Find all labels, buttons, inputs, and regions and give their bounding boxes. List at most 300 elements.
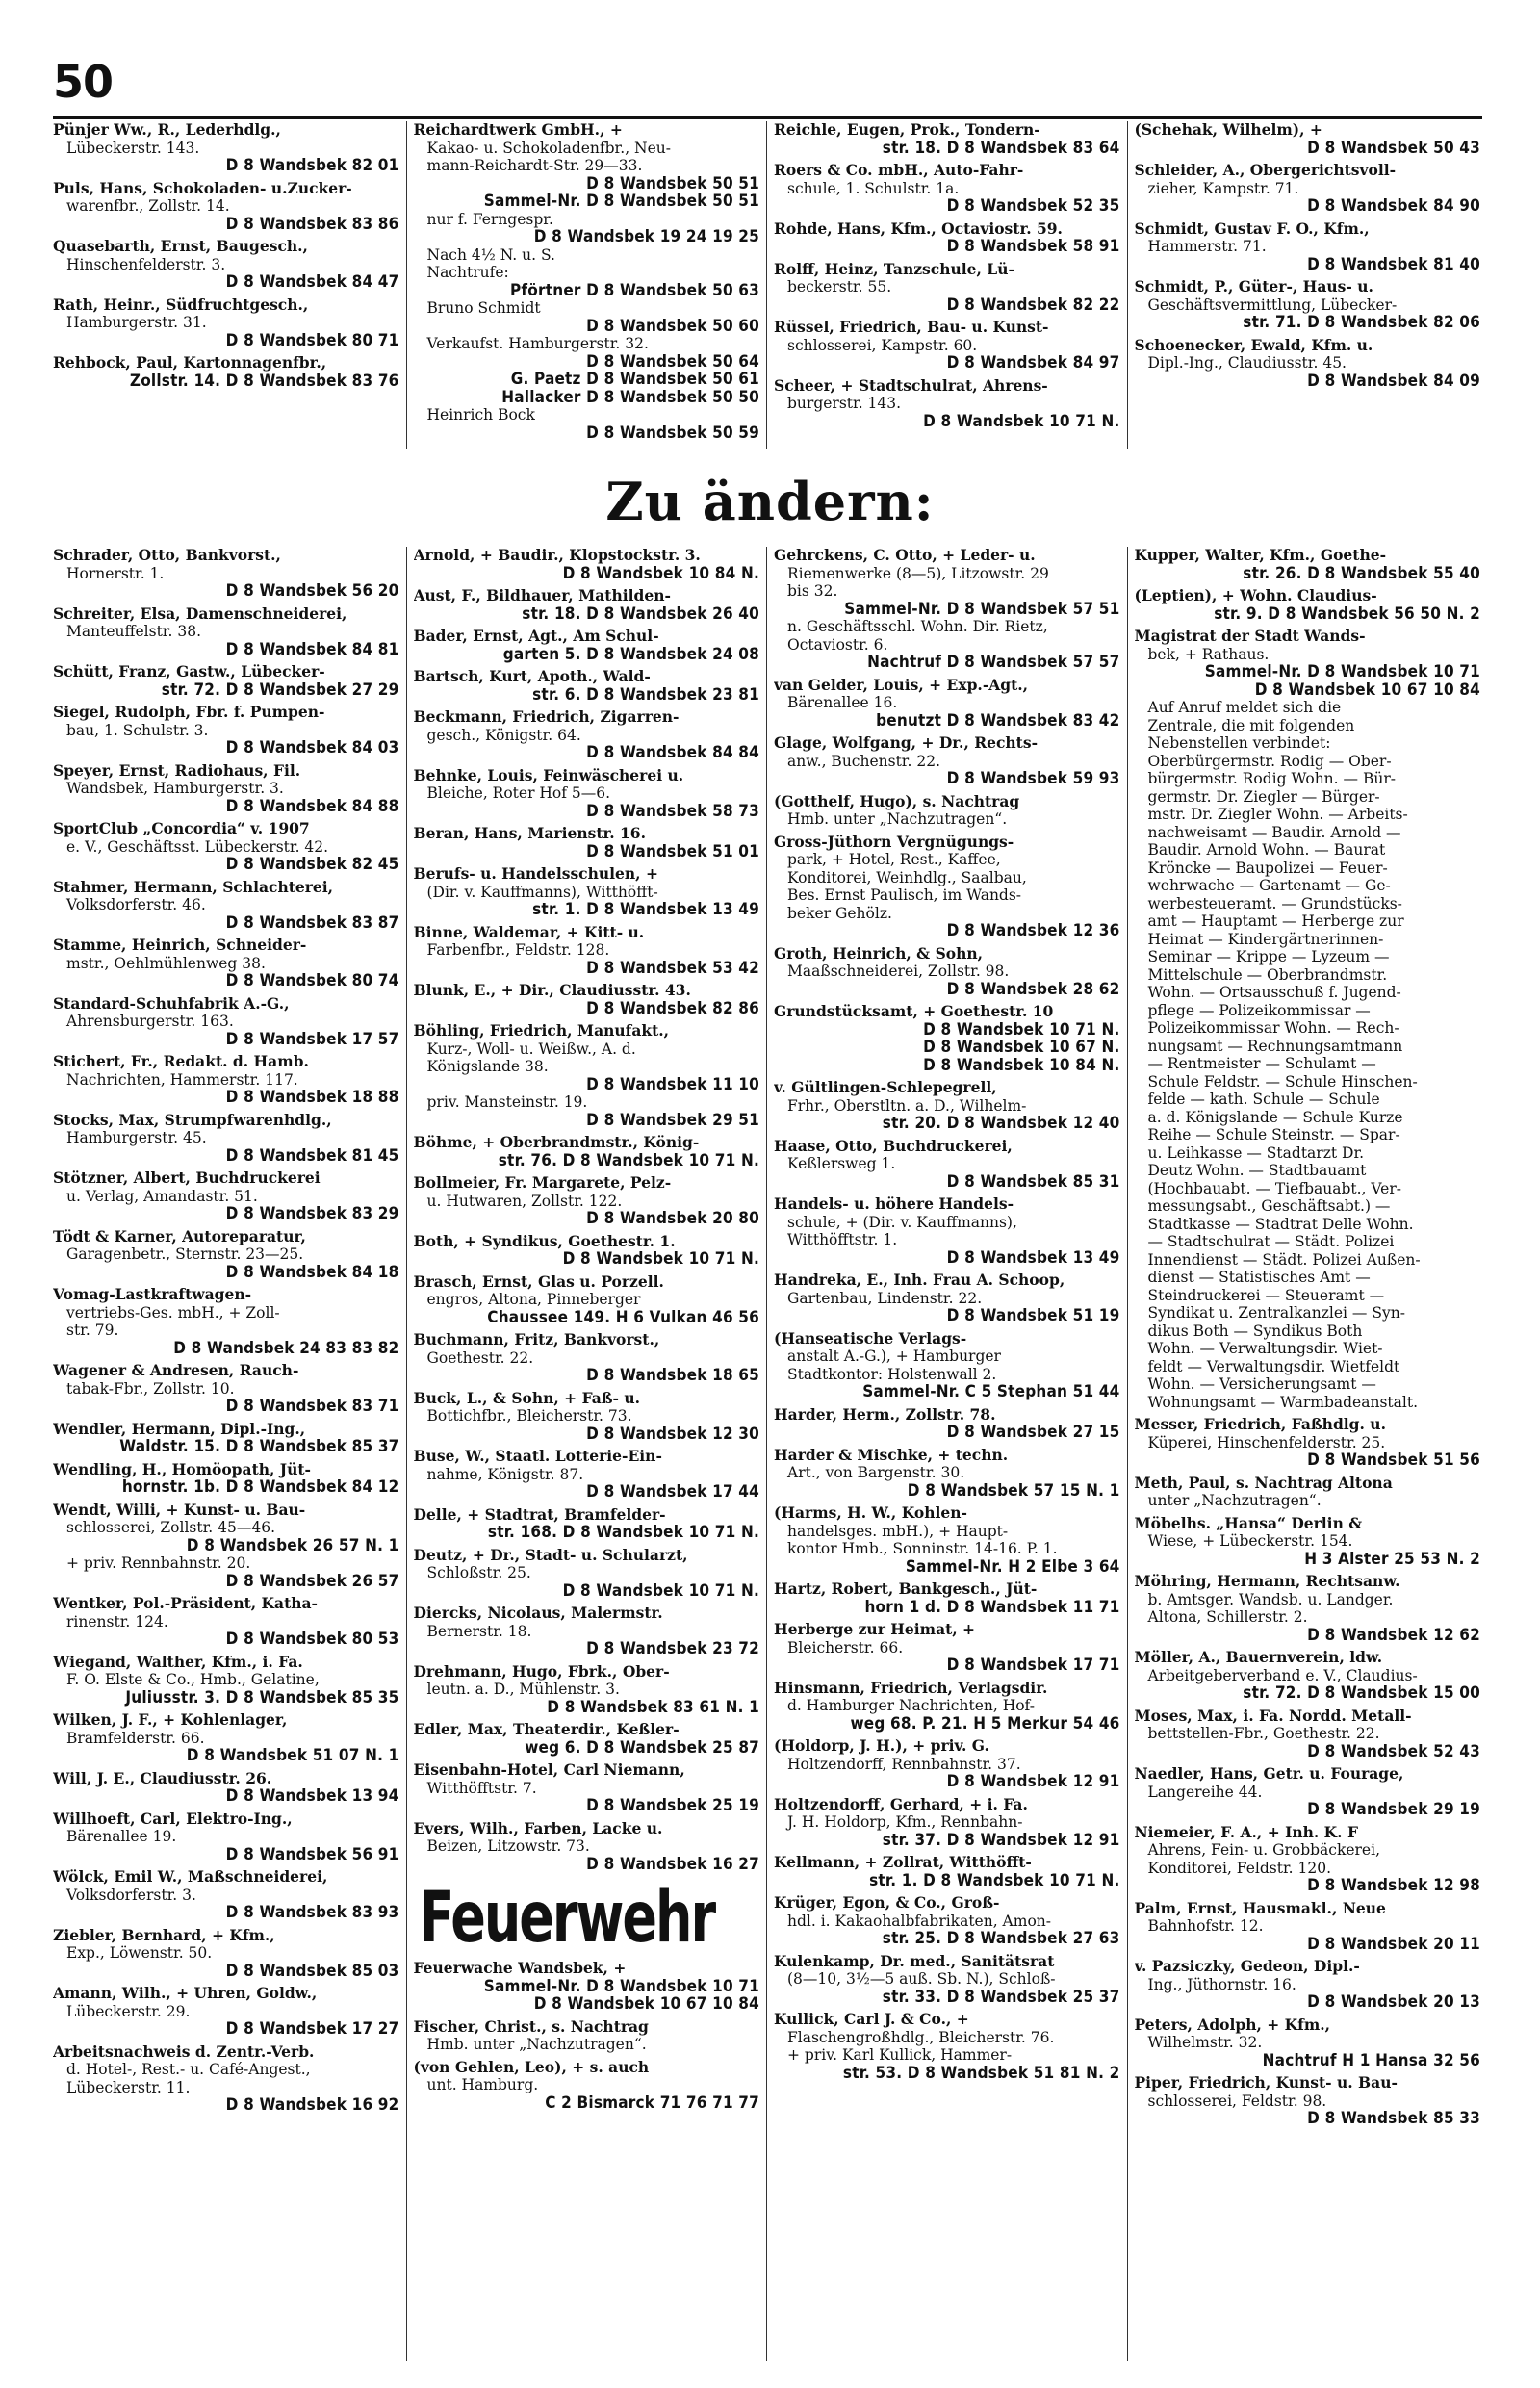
entry-name: Puls, Hans, Schokoladen- u.Zucker- <box>53 179 352 197</box>
entry-name: Speyer, Ernst, Radiohaus, Fil. <box>53 761 301 780</box>
entry-detail: Hinschenfelderstr. 3. <box>66 255 226 273</box>
entry-name: Moses, Max, i. Fa. Nordd. Metall- <box>1134 1707 1412 1725</box>
changes-column-2 <box>406 547 767 2361</box>
entry-phone: D 8 Wandsbek 85 33 <box>1307 2110 1480 2128</box>
entry-phone: Hallacker D 8 Wandsbek 50 50 <box>501 388 759 406</box>
entry-detail: (Hochbauabt. — Tiefbauabt., Ver- <box>1147 1179 1401 1197</box>
directory-entry <box>53 1502 399 1591</box>
entry-phone: D 8 Wandsbek 51 01 <box>586 842 759 860</box>
entry-phone: D 8 Wandsbek 29 51 <box>586 1111 759 1129</box>
entry-detail: mstr., Oehlmühlenweg 38. <box>66 954 266 972</box>
entry-detail: Wohn. — Verwaltungsdir. Wiet- <box>1147 1340 1383 1357</box>
entry-phone: str. 37. D 8 Wandsbek 12 91 <box>882 1831 1120 1849</box>
entry-detail: Bärenallee 16. <box>787 694 898 711</box>
directory-entry <box>1135 1958 1481 2012</box>
entry-detail: warenfbr., Zollstr. 14. <box>66 197 230 215</box>
entry-detail: Konditorei, Feldstr. 120. <box>1147 1859 1332 1877</box>
entry-name: Drehmann, Hugo, Fbrk., Ober- <box>413 1662 670 1681</box>
entry-phone: D 8 Wandsbek 27 15 <box>946 1424 1120 1442</box>
entry-name: Stahmer, Hermann, Schlachterei, <box>53 878 334 896</box>
directory-entry <box>53 354 399 390</box>
entry-detail: Oberbürgermstr. Rodig — Ober- <box>1147 752 1392 770</box>
entry-phone: benutzt D 8 Wandsbek 83 42 <box>876 711 1120 730</box>
entry-detail: werbesteueramt. — Grundstücks- <box>1147 894 1402 912</box>
entry-phone: D 8 Wandsbek 52 35 <box>946 197 1120 216</box>
entry-detail: mann-Reichardt-Str. 29—33. <box>426 157 643 174</box>
entry-phone: Juliusstr. 3. D 8 Wandsbek 85 35 <box>125 1688 399 1707</box>
entry-phone: str. 26. D 8 Wandsbek 55 40 <box>1243 564 1480 582</box>
entry-detail: leutn. a. D., Mühlenstr. 3. <box>426 1681 620 1698</box>
entry-detail: Wiese, + Lübeckerstr. 154. <box>1147 1532 1353 1550</box>
entry-detail: str. 79. <box>66 1322 119 1339</box>
entry-name: Beran, Hans, Marienstr. 16. <box>413 825 646 842</box>
directory-entry <box>774 319 1120 372</box>
directory-entry <box>1135 121 1481 157</box>
entry-detail: u. Hutwaren, Zollstr. 122. <box>426 1192 623 1210</box>
entry-name: Schreiter, Elsa, Damenschneiderei, <box>53 604 347 623</box>
entry-phone: str. 53. D 8 Wandsbek 51 81 N. 2 <box>842 2064 1120 2082</box>
entry-name: Messer, Friedrich, Faßhdlg. u. <box>1134 1416 1386 1433</box>
entry-name: Grundstücksamt, + Goethestr. 10 <box>774 1003 1054 1020</box>
entry-detail: Hornerstr. 1. <box>66 564 165 582</box>
entry-phone: D 8 Wandsbek 84 88 <box>225 797 399 815</box>
entry-detail: — Stadtschulrat — Städt. Polizei <box>1147 1233 1395 1250</box>
entry-detail: Arbeitgeberverband e. V., Claudius- <box>1147 1666 1418 1684</box>
entry-detail: Wohn. — Versicherungsamt — <box>1147 1375 1376 1393</box>
entry-phone: D 8 Wandsbek 56 91 <box>225 1845 399 1863</box>
entry-detail: e. V., Geschäftsst. Lübeckerstr. 42. <box>66 837 329 856</box>
entry-detail: Reihe — Schule Steinstr. — Spar- <box>1147 1126 1400 1143</box>
entry-name: Buse, W., Staatl. Lotterie-Ein- <box>413 1448 662 1465</box>
entry-detail: Nachtrufe: <box>426 264 509 281</box>
entry-phone: D 8 Wandsbek 81 45 <box>225 1146 399 1165</box>
entry-phone: Sammel-Nr. D 8 Wandsbek 10 71 <box>1204 663 1480 681</box>
entry-phone: Sammel-Nr. D 8 Wandsbek 57 51 <box>844 600 1120 618</box>
entry-detail: Baudir. Arnold Wohn. — Baurat <box>1147 841 1386 859</box>
directory-entry <box>414 2059 760 2113</box>
entry-name: Reichardtwerk GmbH., + <box>413 121 623 139</box>
entry-phone: D 8 Wandsbek 23 72 <box>586 1640 759 1658</box>
directory-entry <box>774 1737 1120 1791</box>
entry-phone: Sammel-Nr. H 2 Elbe 3 64 <box>905 1557 1120 1576</box>
entry-phone: D 8 Wandsbek 85 03 <box>225 1962 399 1980</box>
entry-name: Evers, Wilh., Farben, Lacke u. <box>413 1819 663 1837</box>
entry-phone: str. 6. D 8 Wandsbek 23 81 <box>532 685 759 704</box>
entry-phone: D 8 Wandsbek 84 84 <box>586 744 759 762</box>
entry-phone: D 8 Wandsbek 53 42 <box>586 959 759 977</box>
entry-name: Palm, Ernst, Hausmakl., Neue <box>1134 1899 1386 1917</box>
entry-phone: D 8 Wandsbek 80 53 <box>225 1631 399 1649</box>
entry-name: Kullick, Carl J. & Co., + <box>774 2011 969 2028</box>
entry-detail: Hammerstr. 71. <box>1147 238 1267 255</box>
directory-entry <box>1135 1900 1481 1954</box>
section-heading: Zu ändern: <box>605 471 935 532</box>
directory-entry <box>774 1406 1120 1442</box>
entry-phone: D 8 Wandsbek 20 11 <box>1307 1935 1480 1953</box>
entry-detail: Bernerstr. 18. <box>426 1622 532 1640</box>
directory-entry <box>774 1447 1120 1501</box>
entry-phone: D 8 Wandsbek 83 29 <box>225 1205 399 1223</box>
entry-name: Handreka, E., Inh. Frau A. Schoop, <box>774 1271 1065 1289</box>
entry-detail: Bärenallee 19. <box>66 1828 177 1845</box>
entry-name: Binne, Waldemar, + Kitt- u. <box>413 923 645 941</box>
entry-name: Handels- u. höhere Handels- <box>774 1195 1014 1213</box>
directory-entry <box>414 547 760 582</box>
directory-entry <box>414 587 760 623</box>
directory-entry <box>414 1022 760 1129</box>
entry-name: Buck, L., & Sohn, + Faß- u. <box>413 1389 641 1407</box>
directory-entry <box>1135 1416 1481 1470</box>
directory-entry <box>414 1233 760 1269</box>
top-directory <box>53 121 1487 449</box>
directory-entry <box>1135 2016 1481 2070</box>
entry-detail: Octaviostr. 6. <box>787 635 888 654</box>
directory-entry <box>774 547 1120 672</box>
entry-name: Standard-Schuhfabrik A.-G., <box>53 994 290 1013</box>
directory-entry <box>1135 220 1481 274</box>
entry-detail: nahme, Königstr. 87. <box>426 1465 584 1483</box>
directory-entry <box>774 1953 1120 2007</box>
entry-detail: Deutz Wohn. — Stadtbauamt <box>1147 1162 1367 1179</box>
directory-entry <box>414 767 760 821</box>
entry-phone: D 8 Wandsbek 17 57 <box>225 1030 399 1048</box>
entry-detail: F. O. Elste & Co., Hmb., Gelatine, <box>66 1671 320 1688</box>
entry-name: Diercks, Nicolaus, Malermstr. <box>413 1605 663 1622</box>
entry-phone: D 8 Wandsbek 20 80 <box>586 1210 759 1228</box>
entry-phone: D 8 Wandsbek 83 87 <box>225 913 399 932</box>
feuerwehr-banner: Feuerwehr <box>419 1876 715 1959</box>
entry-phone: D 8 Wandsbek 82 86 <box>586 999 759 1017</box>
entry-detail: Steindruckerei — Steueramt — <box>1147 1286 1385 1304</box>
entry-phone: D 8 Wandsbek 51 07 N. 1 <box>186 1747 399 1765</box>
entry-detail: unter „Nachzutragen“. <box>1147 1492 1322 1509</box>
entry-name: Krüger, Egon, & Co., Groß- <box>774 1894 1000 1912</box>
entry-name: Stötzner, Albert, Buchdruckerei <box>53 1169 321 1187</box>
entry-phone: D 8 Wandsbek 12 30 <box>586 1425 759 1443</box>
entry-phone: hornstr. 1b. D 8 Wandsbek 84 12 <box>121 1478 399 1497</box>
entry-detail: Wandsbek, Hamburgerstr. 3. <box>66 780 284 797</box>
directory-entry <box>414 1605 760 1658</box>
entry-detail: feldt — Verwaltungsdir. Wietfeldt <box>1147 1357 1400 1375</box>
entry-detail: felde — kath. Schule — Schule <box>1147 1091 1380 1108</box>
entry-detail: Art., von Bargenstr. 30. <box>787 1464 965 1481</box>
entry-detail: Zentrale, die mit folgenden <box>1147 716 1355 734</box>
entry-name: Möller, A., Bauernverein, ldw. <box>1134 1649 1383 1666</box>
entry-name: Feuerwache Wandsbek, + <box>413 1960 627 1977</box>
entry-detail: (8—10, 3½—5 auß. Sb. N.), Schloß- <box>787 1970 1056 1988</box>
entry-phone: D 8 Wandsbek 82 45 <box>225 856 399 874</box>
entry-detail: Auf Anruf meldet sich die <box>1147 699 1342 716</box>
entry-phone: Chaussee 149. H 6 Vulkan 46 56 <box>487 1308 759 1326</box>
directory-entry <box>53 1868 399 1922</box>
entry-name: Magistrat der Stadt Wands- <box>1134 628 1366 645</box>
entry-phone: D 8 Wandsbek 10 71 N. <box>923 1020 1120 1039</box>
entry-detail: Witthöfftstr. 7. <box>426 1779 537 1797</box>
directory-entry <box>53 1595 399 1649</box>
entry-name: Wilken, J. F., + Kohlenlager, <box>53 1711 288 1729</box>
entry-phone: D 8 Wandsbek 51 56 <box>1307 1451 1480 1470</box>
entry-phone: weg 6. D 8 Wandsbek 25 87 <box>525 1738 759 1757</box>
entry-detail: Syndikat u. Zentralkanzlei — Syn- <box>1147 1304 1405 1322</box>
entry-phone: D 8 Wandsbek 26 57 N. 1 <box>186 1536 399 1554</box>
entry-phone: D 8 Wandsbek 50 51 <box>586 174 759 193</box>
entry-detail: nur f. Ferngespr. <box>426 210 553 228</box>
directory-entry <box>53 1053 399 1107</box>
directory-entry <box>774 121 1120 157</box>
entry-name: Deutz, + Dr., Stadt- u. Schularzt, <box>413 1546 688 1564</box>
entry-phone: D 8 Wandsbek 17 44 <box>586 1483 759 1502</box>
directory-entry <box>1135 587 1481 623</box>
entry-detail: Ahrens, Fein- u. Grobbäckerei, <box>1147 1841 1380 1859</box>
entry-phone: H 3 Alster 25 53 N. 2 <box>1304 1550 1480 1568</box>
entry-phone: D 8 Wandsbek 80 74 <box>225 972 399 990</box>
directory-entry <box>1135 1765 1481 1819</box>
directory-entry <box>774 377 1120 431</box>
entry-name: Böhling, Friedrich, Manufakt., <box>413 1022 670 1040</box>
entry-phone: D 8 Wandsbek 50 64 <box>586 352 759 371</box>
directory-entry <box>53 1810 399 1864</box>
entry-phone: D 8 Wandsbek 84 09 <box>1307 372 1480 390</box>
entry-phone: D 8 Wandsbek 84 90 <box>1307 197 1480 216</box>
directory-entry <box>53 704 399 757</box>
directory-entry <box>414 1663 760 1717</box>
entry-detail: Flaschengroßhdlg., Bleicherstr. 76. <box>787 2028 1055 2046</box>
entry-phone: D 8 Wandsbek 17 27 <box>225 2020 399 2039</box>
directory-entry <box>53 605 399 659</box>
entry-detail: Mittelschule — Oberbrandmstr. <box>1147 965 1388 984</box>
entry-phone: D 8 Wandsbek 56 20 <box>225 582 399 601</box>
entry-detail: Nach 4½ N. u. S. <box>426 245 555 264</box>
entry-detail: bürgermstr. Rodig Wohn. — Bür- <box>1147 770 1396 787</box>
entry-detail: Konditorei, Weinhdlg., Saalbau, <box>787 868 1027 886</box>
entry-name: (Schehak, Wilhelm), + <box>1134 121 1322 139</box>
entry-phone: D 8 Wandsbek 52 43 <box>1307 1742 1480 1760</box>
directory-entry <box>414 708 760 762</box>
entry-detail: tabak-Fbr., Zollstr. 10. <box>66 1379 235 1398</box>
directory-entry <box>774 1854 1120 1889</box>
directory-entry <box>53 1985 399 2039</box>
entry-phone: str. 76. D 8 Wandsbek 10 71 N. <box>498 1151 759 1169</box>
entry-phone: D 8 Wandsbek 10 67 10 84 <box>1254 680 1480 699</box>
entry-name: Both, + Syndikus, Goethestr. 1. <box>413 1232 676 1250</box>
entry-phone: D 8 Wandsbek 12 62 <box>1307 1626 1480 1644</box>
entry-detail: n. Geschäftsschl. Wohn. Dir. Rietz, <box>787 618 1048 635</box>
directory-entry <box>774 793 1120 829</box>
entry-detail: Kurz-, Woll- u. Weißw., A. d. <box>426 1040 636 1058</box>
directory-entry <box>53 121 399 175</box>
directory-entry <box>774 1504 1120 1576</box>
entry-detail: Bes. Ernst Paulisch, im Wands- <box>787 886 1022 904</box>
entry-detail: Exp., Löwenstr. 50. <box>66 1944 213 1962</box>
entry-name: Schleider, A., Obergerichtsvoll- <box>1134 162 1397 179</box>
entry-phone: D 8 Wandsbek 51 19 <box>946 1307 1120 1325</box>
directory-entry <box>53 820 399 874</box>
entry-name: Kupper, Walter, Kfm., Goethe- <box>1134 547 1387 564</box>
entry-phone: str. 1. D 8 Wandsbek 13 49 <box>532 901 759 919</box>
entry-name: Haase, Otto, Buchdruckerei, <box>774 1137 1013 1155</box>
entry-detail: Bleiche, Roter Hof 5—6. <box>426 784 611 802</box>
entry-name: Edler, Max, Theaterdir., Keßler- <box>413 1721 680 1738</box>
entry-name: Willhoeft, Carl, Elektro-Ing., <box>53 1810 293 1828</box>
entry-phone: D 8 Wandsbek 82 01 <box>225 157 399 175</box>
entry-phone: D 8 Wandsbek 20 13 <box>1307 1993 1480 2012</box>
entry-name: Rath, Heinr., Südfruchtgesch., <box>53 295 309 314</box>
directory-entry <box>1135 628 1481 1411</box>
directory-entry <box>53 180 399 234</box>
entry-name: Will, J. E., Claudiusstr. 26. <box>53 1769 272 1787</box>
entry-name: Bollmeier, Fr. Margarete, Pelz- <box>413 1174 672 1192</box>
entry-detail: Küperei, Hinschenfelderstr. 25. <box>1147 1433 1386 1451</box>
entry-name: Arnold, + Baudir., Klopstockstr. 3. <box>413 547 701 564</box>
entry-name: Groth, Heinrich, & Sohn, <box>774 944 984 963</box>
directory-entry <box>414 1820 760 1874</box>
entry-phone: D 8 Wandsbek 50 59 <box>586 424 759 442</box>
entry-phone: D 8 Wandsbek 81 40 <box>1307 255 1480 273</box>
entry-detail: burgerstr. 143. <box>787 395 902 412</box>
entry-phone: D 8 Wandsbek 11 10 <box>586 1075 759 1093</box>
directory-entry <box>1135 2074 1481 2128</box>
entry-name: van Gelder, Louis, + Exp.-Agt., <box>774 676 1029 694</box>
entry-detail: zieher, Kampstr. 71. <box>1147 179 1299 197</box>
entry-phone: garten 5. D 8 Wandsbek 24 08 <box>502 645 759 663</box>
entry-detail: priv. Mansteinstr. 19. <box>426 1093 588 1111</box>
entry-detail: messungsabt., Geschäftsabt.) — <box>1147 1197 1391 1215</box>
entry-name: Hartz, Robert, Bankgesch., Jüt- <box>774 1580 1038 1598</box>
entry-detail: Lübeckerstr. 29. <box>66 2002 191 2020</box>
entry-phone: D 8 Wandsbek 83 86 <box>225 215 399 233</box>
entry-name: Beckmann, Friedrich, Zigarren- <box>413 708 680 726</box>
directory-entry <box>1135 278 1481 332</box>
directory-entry <box>53 1927 399 1981</box>
entry-detail: germstr. Dr. Ziegler — Bürger- <box>1147 787 1380 806</box>
directory-entry <box>1135 547 1481 582</box>
entry-detail: Kröncke — Baupolizei — Feuer- <box>1147 859 1388 877</box>
entry-detail: a. d. Königslande — Schule Kurze <box>1147 1108 1403 1126</box>
entry-phone: D 8 Wandsbek 10 71 N. <box>562 1581 759 1600</box>
directory-entry <box>53 1421 399 1456</box>
directory-entry <box>53 762 399 816</box>
directory-entry <box>774 1079 1120 1133</box>
entry-detail: park, + Hotel, Rest., Kaffee, <box>787 851 1001 868</box>
entry-name: Wagener & Andresen, Rauch- <box>53 1362 299 1379</box>
entry-name: Siegel, Rudolph, Fbr. f. Pumpen- <box>53 704 325 721</box>
directory-entry <box>414 1390 760 1444</box>
directory-entry <box>414 865 760 919</box>
directory-entry <box>53 1711 399 1765</box>
entry-name: Rohde, Hans, Kfm., Octaviostr. 59. <box>774 219 1063 238</box>
entry-phone: str. 18. D 8 Wandsbek 26 40 <box>522 604 759 623</box>
entry-name: Behnke, Louis, Feinwäscherei u. <box>413 766 684 784</box>
top-column-1 <box>53 121 406 449</box>
entry-detail: dikus Both — Syndikus Both <box>1147 1322 1363 1340</box>
directory-entry <box>53 879 399 933</box>
entry-detail: anstalt A.-G.), + Hamburger <box>787 1348 1001 1365</box>
page-number: 50 <box>53 56 114 108</box>
entry-detail: Hamburgerstr. 31. <box>66 314 207 331</box>
entry-name: Harder, Herm., Zollstr. 78. <box>774 1405 996 1424</box>
entry-detail: Polizeikommissar Wohn. — Rech- <box>1147 1019 1399 1037</box>
entry-detail: pflege — Polizeikommissar — <box>1147 1001 1371 1019</box>
directory-entry <box>414 1174 760 1228</box>
entry-name: Arbeitsnachweis d. Zentr.-Verb. <box>53 2042 315 2061</box>
entry-detail: schlosserei, Feldstr. 98. <box>1147 2092 1327 2110</box>
entry-phone: D 8 Wandsbek 58 73 <box>586 802 759 820</box>
directory-entry <box>53 1461 399 1497</box>
entry-detail: Gartenbau, Lindenstr. 22. <box>787 1289 983 1307</box>
entry-detail: Bahnhofstr. 12. <box>1147 1917 1264 1935</box>
entry-phone: D 8 Wandsbek 82 22 <box>946 295 1120 314</box>
directory-entry <box>774 1621 1120 1675</box>
entry-phone: Waldstr. 15. D 8 Wandsbek 85 37 <box>119 1438 399 1456</box>
entry-detail: Langereihe 44. <box>1147 1783 1263 1801</box>
entry-detail: Lübeckerstr. 11. <box>66 2078 191 2096</box>
entry-detail: Wohnungsamt — Warmbadeanstalt. <box>1147 1393 1418 1411</box>
directory-entry <box>53 1362 399 1416</box>
entry-name: Wendler, Hermann, Dipl.-Ing., <box>53 1420 306 1438</box>
entry-name: v. Gültlingen-Schlepegrell, <box>774 1079 997 1096</box>
entry-name: Schütt, Franz, Gastw., Lübecker- <box>53 663 325 680</box>
entry-phone: Sammel-Nr. D 8 Wandsbek 10 71 <box>483 1977 759 1995</box>
entry-name: Wölck, Emil W., Maßschneiderei, <box>53 1868 328 1886</box>
entry-detail: Wohn. — Ortsausschuß f. Jugend- <box>1147 984 1401 1001</box>
entry-name: Amann, Wilh., + Uhren, Goldw., <box>53 1985 318 2002</box>
entry-detail: Hamburgerstr. 45. <box>66 1129 207 1146</box>
directory-entry <box>414 1960 760 2014</box>
directory-entry <box>414 121 760 442</box>
directory-entry <box>53 937 399 990</box>
entry-detail: Nachrichten, Hammerstr. 117. <box>66 1070 298 1089</box>
entry-detail: dienst — Statistisches Amt — <box>1147 1269 1371 1286</box>
changes-column-3 <box>766 547 1127 2361</box>
entry-phone: D 8 Wandsbek 24 83 83 82 <box>173 1339 399 1357</box>
entry-detail: Holtzendorff, Rennbahnstr. 37. <box>787 1755 1021 1773</box>
directory-entry <box>774 162 1120 216</box>
entry-detail: b. Amtsger. Wandsb. u. Landger. <box>1147 1590 1394 1608</box>
entry-detail: Riemenwerke (8—5), Litzowstr. 29 <box>787 564 1049 582</box>
entry-detail: Stadtkasse — Stadtrat Delle Wohn. <box>1147 1215 1414 1233</box>
entry-phone: D 8 Wandsbek 84 81 <box>225 640 399 658</box>
entry-phone: str. 71. D 8 Wandsbek 82 06 <box>1243 314 1480 332</box>
entry-name: Roers & Co. mbH., Auto-Fahr- <box>774 162 1024 179</box>
entry-phone: G. Paetz D 8 Wandsbek 50 61 <box>510 371 759 389</box>
entry-detail: Seminar — Krippe — Lyzeum — <box>1147 948 1390 965</box>
entry-detail: beckerstr. 55. <box>787 278 892 295</box>
entry-name: Ziebler, Bernhard, + Kfm., <box>53 1926 275 1944</box>
entry-phone: D 8 Wandsbek 10 84 N. <box>923 1056 1120 1074</box>
directory-entry <box>414 1273 760 1327</box>
directory-entry <box>414 1761 760 1815</box>
directory-entry <box>53 1112 399 1166</box>
directory-entry <box>774 1138 1120 1192</box>
entry-phone: Nachtruf D 8 Wandsbek 57 57 <box>867 654 1120 672</box>
entry-detail: Bottichfbr., Bleicherstr. 73. <box>426 1407 632 1425</box>
entry-detail: d. Hotel-, Rest.- u. Café-Angest., <box>66 2061 311 2078</box>
entry-phone: D 8 Wandsbek 17 71 <box>946 1656 1120 1675</box>
top-rule <box>53 116 1482 119</box>
entry-name: Reichle, Eugen, Prok., Tondern- <box>774 121 1040 139</box>
entry-name: (von Gehlen, Leo), + s. auch <box>413 2058 650 2076</box>
entry-name: Brasch, Ernst, Glas u. Porzell. <box>413 1272 664 1291</box>
entry-phone: D 8 Wandsbek 18 65 <box>586 1367 759 1385</box>
entry-detail: rinenstr. 124. <box>66 1612 168 1631</box>
entry-name: Holtzendorff, Gerhard, + i. Fa. <box>774 1795 1028 1813</box>
entry-detail: Keßlersweg 1. <box>787 1155 896 1172</box>
directory-entry <box>774 2011 1120 2082</box>
entry-phone: D 8 Wandsbek 83 61 N. 1 <box>547 1698 759 1716</box>
entry-name: Meth, Paul, s. Nachtrag Altona <box>1134 1474 1393 1492</box>
entry-phone: D 8 Wandsbek 12 36 <box>946 922 1120 940</box>
entry-name: Böhme, + Oberbrandmstr., König- <box>413 1134 700 1151</box>
